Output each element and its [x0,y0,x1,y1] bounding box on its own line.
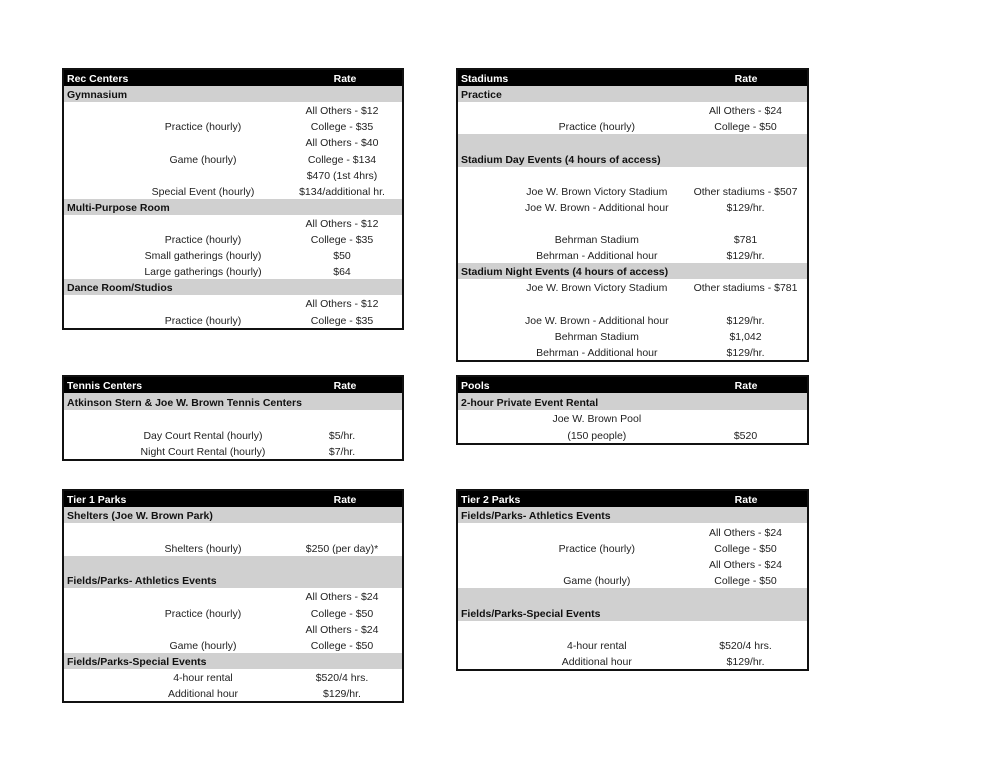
table-row [458,102,807,118]
row-label [116,117,290,118]
table-row [64,134,402,150]
row-rate: College - $35 [310,121,374,134]
table-row [458,279,807,295]
table-row [64,295,402,311]
table-row [64,443,402,459]
section-label: Fields/Parks-Special Events [461,607,601,620]
table-row [64,669,402,685]
table-header-row [64,70,402,86]
table-row [64,410,402,426]
table-row [458,426,807,442]
row-label: Special Event (hourly) [151,185,255,198]
section-row [64,86,402,102]
table-header-row [64,491,402,507]
row-label: Joe W. Brown Victory Stadium [526,282,668,295]
section-row [458,263,807,279]
row-rate [684,636,807,637]
row-rate: All Others - $24 [709,526,782,539]
row-rate [684,182,807,183]
table-row [64,685,402,701]
row-label: Night Court Rental (hourly) [140,445,266,458]
table-row [458,183,807,199]
table-row [458,295,807,311]
row-rate: $250 (per day)* [305,542,379,555]
table-row [64,263,402,279]
table-row [64,523,402,539]
row-rate: $520 [733,429,758,442]
row-label: Additional hour [167,688,239,701]
table-row [64,150,402,166]
row-label [510,230,685,231]
table-row [64,588,402,604]
row-label: Behrman Stadium [554,234,639,247]
table-row [458,215,807,231]
table-row [64,183,402,199]
row-label: Joe W. Brown Pool [552,413,642,426]
table-row [458,523,807,539]
row-label: 4-hour rental [567,639,627,652]
section-label: Gymnasium [67,89,128,102]
row-label: Behrman - Additional hour [536,250,658,263]
row-rate: $520/4 hrs. [315,672,369,685]
tennis-centers-table [62,375,404,461]
row-rate: $7/hr. [328,445,356,458]
section-label: Dance Room/Studios [67,282,173,295]
section-label: Fields/Parks- Athletics Events [67,575,217,588]
row-label [116,182,290,183]
row-label: Shelters (hourly) [164,542,242,555]
row-label: Large gatherings (hourly) [144,266,262,279]
row-rate: $129/hr. [323,688,361,701]
table-row [64,637,402,653]
table-row [458,118,807,134]
tier-2-parks-table [456,489,809,671]
row-label [510,182,685,183]
section-row [64,279,402,295]
table-row [458,621,807,637]
row-rate: College - $50 [714,575,777,588]
row-rate: All Others - $40 [305,137,379,150]
tier-1-parks-table [62,489,404,703]
row-label: 4-hour rental [173,672,233,685]
rate-column-header: Rate [333,380,357,393]
table-row [64,311,402,327]
section-label: Fields/Parks- Athletics Events [461,510,611,523]
row-rate [684,310,807,311]
row-label: Additional hour [561,656,632,669]
section-label: Stadium Night Events (4 hours of access) [461,266,669,279]
table-row [458,231,807,247]
section-label: Fields/Parks-Special Events [67,656,207,669]
table-title: Stadiums [461,73,509,86]
rate-column-header: Rate [333,494,357,507]
row-label: Game (hourly) [169,153,237,166]
row-rate: All Others - $24 [709,105,782,118]
row-label: Practice (hourly) [164,314,242,327]
table-row [458,572,807,588]
table-row [64,426,402,442]
row-rate: $64 [333,266,351,279]
row-label: Joe W. Brown - Additional hour [525,314,669,327]
table-row [458,637,807,653]
section-label: 2-hour Private Event Rental [461,396,599,409]
section-label: Multi-Purpose Room [67,201,170,214]
row-rate [290,539,394,540]
row-label: Practice (hourly) [164,607,242,620]
row-rate: College - $50 [310,607,374,620]
section-label: Atkinson Stern & Joe W. Brown Tennis Centers [67,396,302,409]
table-title: Tennis Centers [67,380,143,393]
row-rate [684,425,807,426]
row-label: Joe W. Brown Victory Stadium [526,185,668,198]
table-row [458,247,807,263]
row-rate: Other stadiums - $507 [693,185,798,198]
row-rate: $129/hr. [726,656,765,669]
table-row [458,328,807,344]
row-rate: College - $50 [714,121,777,134]
section-row [458,86,807,102]
row-rate: $50 [333,250,351,263]
row-rate: $129/hr. [726,314,765,327]
row-label [116,310,290,311]
table-header-row [458,377,807,393]
row-label [116,603,290,604]
table-title: Rec Centers [67,73,129,86]
section-row [458,393,807,409]
row-rate: $129/hr. [726,250,765,263]
row-label: Game (hourly) [563,575,631,588]
rec-centers-table [62,68,404,330]
row-rate: $5/hr. [328,429,356,442]
row-rate: All Others - $12 [305,105,379,118]
table-header-row [458,491,807,507]
table-row [64,215,402,231]
row-rate [684,230,807,231]
table-row [458,311,807,327]
row-label [116,636,290,637]
table-row [64,231,402,247]
row-label: Small gatherings (hourly) [144,250,262,263]
row-rate: College - $50 [310,639,374,652]
row-label [510,117,685,118]
row-label: (150 people) [567,429,627,442]
row-rate: All Others - $12 [305,298,379,311]
table-row [64,621,402,637]
table-row [458,556,807,572]
row-rate: All Others - $24 [305,591,379,604]
section-row [64,556,402,588]
row-label [116,230,290,231]
row-rate: All Others - $24 [305,623,379,636]
row-rate: All Others - $24 [709,558,782,571]
row-rate: All Others - $12 [305,217,379,230]
row-rate: $520/4 hrs. [719,639,772,652]
section-row [64,393,402,409]
table-title: Tier 2 Parks [461,494,521,507]
table-row [458,410,807,426]
row-label [510,636,685,637]
row-label [116,425,290,426]
row-rate: $781 [733,234,758,247]
row-rate: College - $35 [310,234,374,247]
table-row [64,102,402,118]
row-rate: $129/hr. [726,201,765,214]
row-label [116,149,290,150]
row-rate: Other stadiums - $781 [693,282,798,295]
row-rate [290,425,394,426]
row-label: Day Court Rental (hourly) [143,429,263,442]
table-row [64,604,402,620]
section-row [458,507,807,523]
row-rate: $470 (1st 4hrs) [306,169,378,182]
section-label: Shelters (Joe W. Brown Park) [67,510,213,523]
row-label [510,539,685,540]
section-label: Practice [461,89,502,102]
row-label: Practice (hourly) [558,121,636,134]
row-label: Joe W. Brown - Additional hour [525,201,669,214]
rate-column-header: Rate [333,73,357,86]
table-title: Pools [461,380,490,393]
section-label: Stadium Day Events (4 hours of access) [461,153,661,166]
rate-column-header: Rate [734,380,758,393]
table-header-row [64,377,402,393]
section-row [64,507,402,523]
row-rate: College - $50 [714,542,777,555]
row-label [116,539,290,540]
table-row [64,118,402,134]
row-label [510,310,685,311]
row-label: Game (hourly) [169,639,237,652]
row-rate: $134/additional hr. [299,185,385,198]
row-rate: $129/hr. [726,346,765,359]
row-rate: College - $134 [307,153,377,166]
stadiums-table [456,68,809,362]
table-title: Tier 1 Parks [67,494,127,507]
row-label: Practice (hourly) [558,542,636,555]
rate-column-header: Rate [734,494,758,507]
table-row [458,653,807,669]
row-label: Behrman Stadium [554,330,639,343]
section-row [64,199,402,215]
table-row [64,247,402,263]
row-label: Behrman - Additional hour [536,346,658,359]
row-label: Practice (hourly) [164,121,242,134]
row-rate: $1,042 [729,330,762,343]
table-row [458,199,807,215]
table-row [458,344,807,360]
rate-column-header: Rate [734,73,758,86]
table-row [64,540,402,556]
row-label [510,571,685,572]
table-row [458,540,807,556]
pools-table [456,375,809,445]
row-label: Practice (hourly) [164,234,242,247]
section-row [64,653,402,669]
table-header-row [458,70,807,86]
section-row [458,134,807,166]
row-rate: College - $35 [310,314,374,327]
table-row [64,167,402,183]
section-row [458,588,807,620]
table-row [458,167,807,183]
